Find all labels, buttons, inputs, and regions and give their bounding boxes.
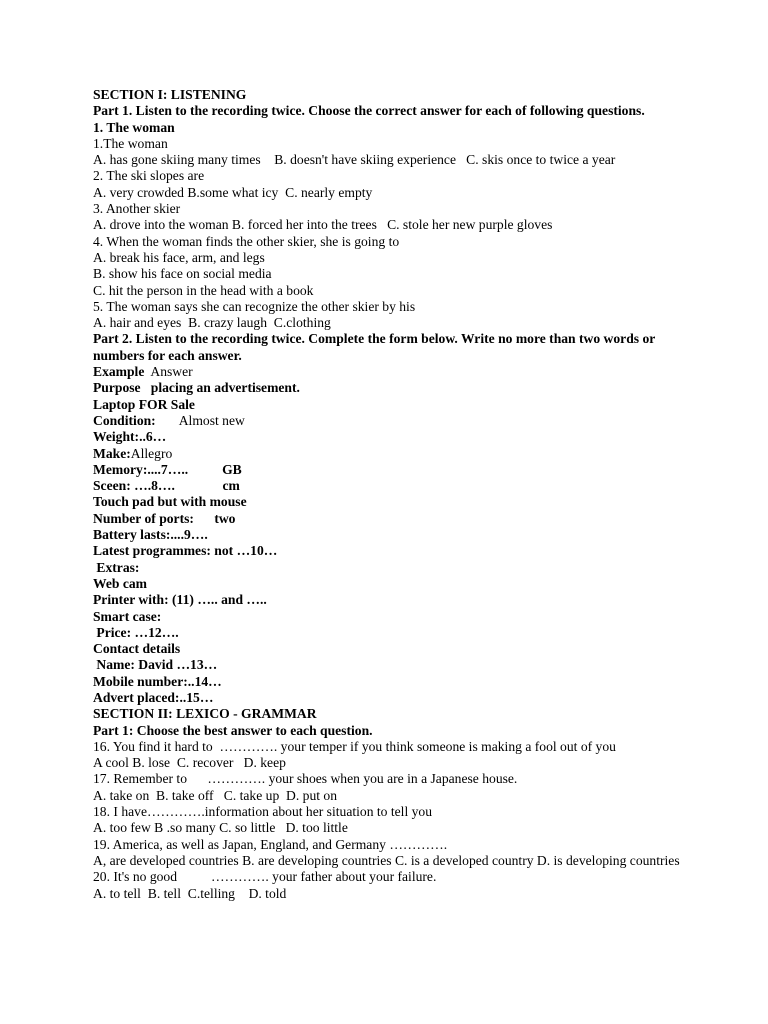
doc-line-text: A cool B. lose C. recover D. keep [93,755,286,771]
doc-line-text: Number of ports: two [93,510,236,526]
doc-line [93,364,683,380]
doc-line-text: 17. Remember to …………. your shoes when you are in a Japanese house. [93,771,518,787]
doc-line-text: Contact details [93,641,181,657]
doc-line [93,527,683,543]
doc-line [93,771,683,787]
doc-line-text: C. hit the person in the head with a book [93,282,314,298]
doc-line-text: SECTION I: LISTENING [93,87,247,102]
doc-line [93,494,683,510]
doc-line [93,837,683,853]
doc-line [93,283,683,299]
doc-line-text: A. too few B .so many C. so little D. too little [93,820,348,836]
doc-line [93,446,683,462]
doc-line-text: Memory:....7….. GB [93,461,242,477]
doc-line [93,723,683,739]
doc-line [93,87,683,103]
doc-line-text: A. drove into the woman B. forced her into the trees C. stole her new purple gloves [93,217,553,233]
doc-line-text: A. take on B. take off C. take up D. put on [93,787,338,803]
doc-line-text: A. break his face, arm, and legs [93,249,265,265]
doc-line-text: 1. The woman [93,119,175,135]
doc-line-text: Extras: [93,559,140,575]
doc-line [93,886,683,902]
doc-line [93,103,683,119]
doc-line-text: Printer with: (11) ….. and ….. [93,592,267,608]
doc-line [93,478,683,494]
doc-line [93,315,683,331]
document-body [93,87,683,902]
doc-line [93,788,683,804]
doc-line [93,674,683,690]
doc-line-text: Name: David …13… [93,657,218,673]
doc-line-text: Advert placed:..15… [93,689,214,705]
doc-line [93,299,683,315]
doc-line-text: SECTION II: LEXICO - GRAMMAR [93,706,317,722]
doc-line-text: Part 1: Choose the best answer to each question. [93,722,373,738]
doc-line [93,657,683,673]
doc-line-text: B. show his face on social media [93,266,272,282]
doc-line [93,576,683,592]
doc-line [93,739,683,755]
doc-line-text: Latest programmes: not …10… [93,543,278,559]
doc-line [93,413,683,429]
doc-line [93,592,683,608]
doc-line-text: Example [93,364,145,380]
doc-line-text: Make: [93,445,131,461]
doc-line [93,397,683,413]
doc-line [93,625,683,641]
doc-line-text: 18. I have………….information about her situation to tell you [93,804,433,820]
doc-line-text: Condition: [93,412,156,428]
doc-line [93,250,683,266]
doc-line [93,543,683,559]
doc-line [93,609,683,625]
doc-line-text: 2. The ski slopes are [93,168,205,184]
doc-line-text: Part 2. Listen to the recording twice. Complete the form below. Write no more than two words or numbers for each answer. [93,331,656,363]
doc-line [93,331,683,364]
doc-line [93,820,683,836]
doc-line-text: Laptop FOR Sale [93,396,195,412]
doc-line-text: Mobile number:..14… [93,673,222,689]
doc-line-text: Price: …12…. [93,624,179,640]
doc-line [93,462,683,478]
doc-line-text: A. hair and eyes B. crazy laugh C.clothing [93,315,331,331]
doc-line-text: A. to tell B. tell C.telling D. told [93,885,287,901]
doc-line-text: A. has gone skiing many times B. doesn't have skiing experience C. skis once to twice a year [93,152,616,168]
doc-line [93,234,683,250]
doc-line [93,217,683,233]
doc-line-answer: Allegro [130,445,173,461]
doc-line [93,804,683,820]
doc-line [93,266,683,282]
doc-line-text: A, are developed countries B. are developing countries C. is a developed country D. is developing countries [93,852,680,868]
doc-line-text: Touch pad but with mouse [93,494,247,510]
doc-line [93,380,683,396]
doc-line-text: 4. When the woman finds the other skier, she is going to [93,233,400,249]
doc-line-text: Battery lasts:....9…. [93,527,208,543]
doc-line [93,429,683,445]
doc-line-text: Purpose placing an advertisement. [93,380,300,396]
doc-line-text: Weight:..6… [93,429,167,445]
doc-line [93,120,683,136]
doc-line-text: 3. Another skier [93,201,181,217]
doc-line-text: 1.The woman [93,135,168,151]
doc-line [93,168,683,184]
doc-line-text: Web cam [93,575,147,591]
doc-line [93,185,683,201]
doc-line-text: 20. It's no good …………. your father about your failure. [93,869,437,885]
doc-line [93,152,683,168]
doc-line [93,136,683,152]
doc-line [93,560,683,576]
doc-line-text: 16. You find it hard to …………. your temper if you think someone is making a fool out of you [93,738,616,754]
doc-line-text: 5. The woman says she can recognize the other skier by his [93,298,416,314]
doc-line [93,706,683,722]
doc-line-text: Smart case: [93,608,162,624]
doc-line [93,201,683,217]
doc-line-answer: Answer [144,364,193,380]
doc-line-text: Sceen: ….8…. cm [93,478,240,494]
doc-line-answer: Almost new [155,412,245,428]
doc-line-text: Part 1. Listen to the recording twice. Choose the correct answer for each of following questions. [93,103,645,119]
doc-line [93,690,683,706]
doc-line-text: A. very crowded B.some what icy C. nearly empty [93,184,373,200]
doc-line [93,641,683,657]
doc-line [93,755,683,771]
doc-line [93,853,683,869]
doc-line-text: 19. America, as well as Japan, England, and Germany …………. [93,836,448,852]
doc-line [93,511,683,527]
doc-line [93,869,683,885]
